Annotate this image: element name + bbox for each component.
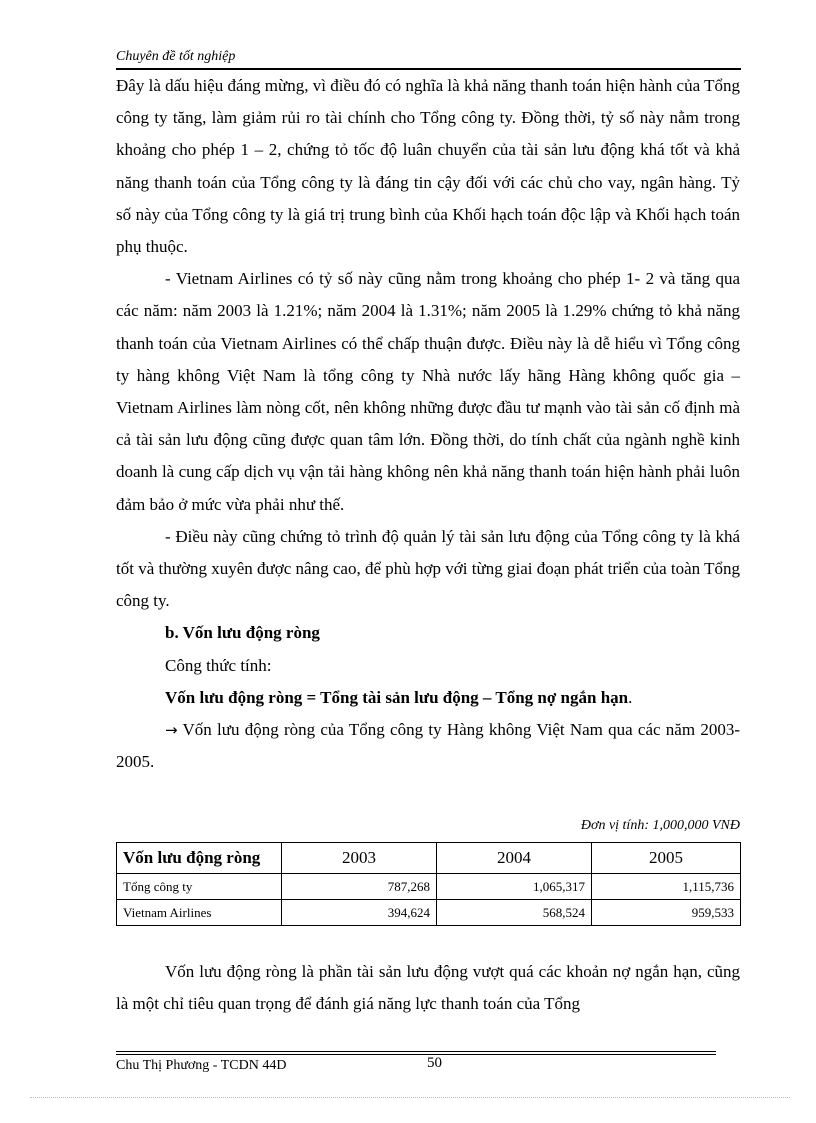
footer-author: Chu Thị Phương - TCDN 44D: [116, 1058, 287, 1073]
table-cell: 959,533: [592, 900, 741, 926]
table-row: [117, 900, 741, 926]
table-row: [117, 874, 741, 900]
page-number: 50: [427, 1055, 442, 1071]
table-cell: 394,624: [282, 900, 437, 926]
page-header: Chuyên đề tốt nghiệp: [116, 48, 741, 70]
body-text: [116, 70, 740, 778]
footer-rule: [116, 1054, 716, 1055]
unit-label: Đơn vị tính: 1,000,000 VNĐ: [580, 818, 740, 833]
footer-rule: [116, 1051, 716, 1052]
section-heading: b. Vốn lưu động ròng: [165, 623, 320, 643]
paragraph-2: - Vietnam Airlines có tỷ số này cũng nằm trong khoảng cho phép 1- 2 và tăng qua các năm: năm 2003 là 1.21%; năm 2004 là 1.31%; năm 2005 là 1.29% chứng tỏ khả năng thanh toán của Vietnam Airlines có thể chấp thuận được. Điều này là dễ hiểu vì Tổng công ty hàng không Việt Nam là tổng công ty Nhà nước lấy hãng Hàng không quốc gia – Vietnam Airlines làm nòng cốt, nên không những được đầu tư mạnh vào tài sản cố định mà cả tài sản lưu động cũng được quan tâm lớn. Đồng thời, do tính chất của ngành nghề kinh doanh là cung cấp dịch vụ vận tải hàng không nên khả năng thanh toán hiện hành phải luôn đảm bảo ở mức vừa phải như thế.: [116, 269, 740, 514]
table-cell: 568,524: [437, 900, 592, 926]
arrow-right-icon: →: [165, 721, 178, 740]
table-header-cell: 2003: [282, 843, 437, 874]
table-header-cell: 2004: [437, 843, 592, 874]
table-cell: Vietnam Airlines: [117, 900, 282, 926]
paragraph-3: - Điều này cũng chứng tỏ trình độ quản lý tài sản lưu động của Tổng công ty là khá tốt và thường xuyên được nâng cao, để phù hợp với từng giai đoạn phát triển của toàn Tổng công ty.: [116, 526, 740, 611]
table-cell: 787,268: [282, 874, 437, 900]
table-header-cell: Vốn lưu động ròng: [117, 843, 282, 874]
arrow-paragraph-text: Vốn lưu động ròng của Tổng công ty Hàng không Việt Nam qua các năm 2003-2005.: [116, 720, 740, 772]
paragraph-1: Đây là dấu hiệu đáng mừng, vì điều đó có nghĩa là khả năng thanh toán hiện hành của Tổng công ty tăng, làm giảm rủi ro tài chính cho Tổng công ty. Đồng thời, tỷ số này nằm trong khoảng cho phép 1 – 2, chứng tỏ tốc độ luân chuyển của tài sản lưu động khá tốt và khả năng thanh toán của Tổng công ty là đáng tin cậy đối với các chủ cho vay, ngân hàng. Tỷ số này của Tổng công ty là giá trị trung bình của Khối hạch toán độc lập và Khối hạch toán phụ thuộc.: [116, 76, 740, 257]
table-header-row: [117, 843, 741, 874]
page-edge-divider: [30, 1097, 790, 1098]
table-header-cell: 2005: [592, 843, 741, 874]
arrow-paragraph: [116, 714, 740, 778]
table-cell: 1,065,317: [437, 874, 592, 900]
formula-line: Vốn lưu động ròng = Tổng tài sản lưu động – Tổng nợ ngắn hạn.: [165, 687, 633, 707]
paragraph-after-table: Vốn lưu động ròng là phần tài sản lưu động vượt quá các khoản nợ ngắn hạn, cũng là một chỉ tiêu quan trọng để đánh giá năng lực thanh toán của Tổng: [116, 962, 740, 1014]
after-table-text: [116, 956, 740, 1020]
formula-label: Công thức tính:: [165, 655, 272, 675]
formula: Vốn lưu động ròng = Tổng tài sản lưu động – Tổng nợ ngắn hạn: [165, 687, 629, 707]
table-cell: Tổng công ty: [117, 874, 282, 900]
working-capital-table: [116, 842, 741, 926]
table-cell: 1,115,736: [592, 874, 741, 900]
